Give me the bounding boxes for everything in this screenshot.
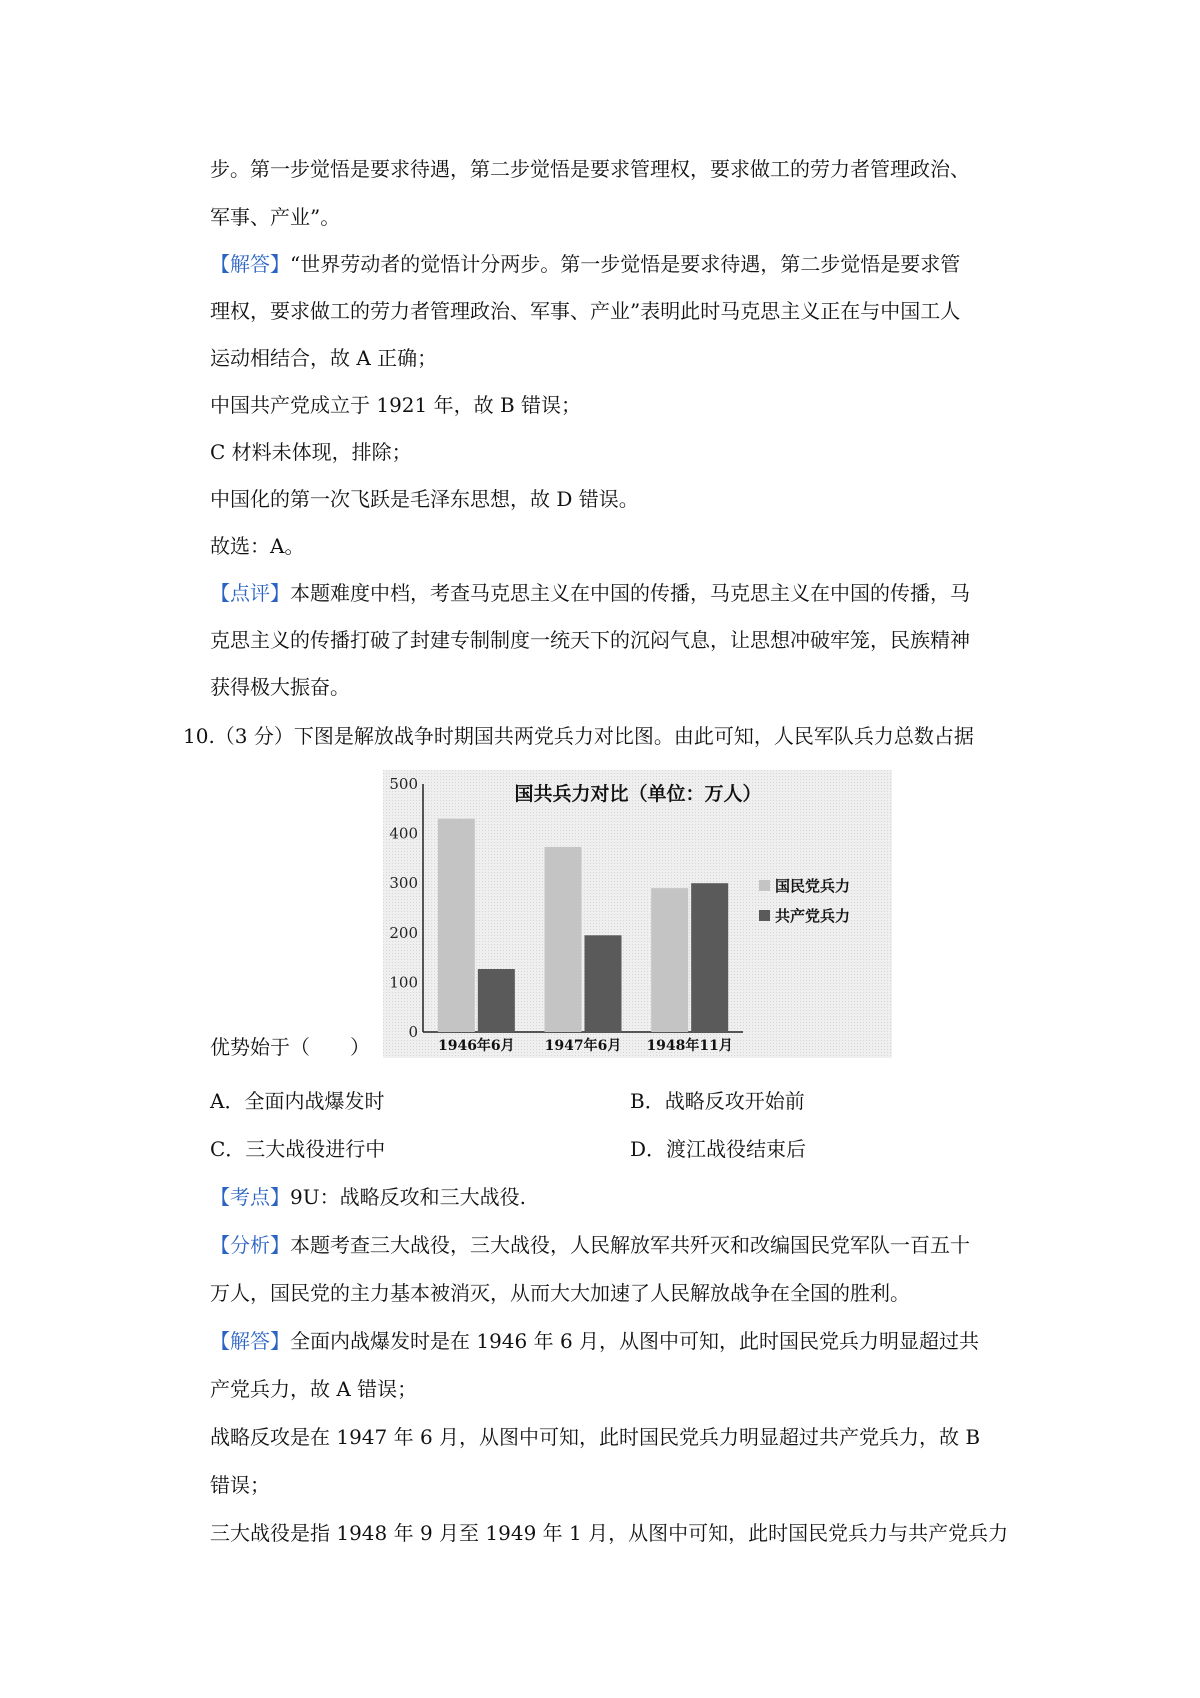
point-tag: 【考点】 bbox=[210, 1185, 290, 1209]
prev-answer-line-5: C 材料未体现，排除； bbox=[210, 440, 412, 464]
y-tick-label: 300 bbox=[389, 874, 418, 893]
y-tick-label: 200 bbox=[389, 923, 418, 942]
review-tag: 【点评】 bbox=[210, 581, 290, 605]
bar-cpc-1 bbox=[585, 935, 622, 1032]
x-tick-label: 1947年6月 bbox=[544, 1038, 622, 1054]
chart-title: 国共兵力对比（单位：万人） bbox=[514, 783, 762, 805]
q10-stem-line-1: 10.（3 分）下图是解放战争时期国共两党兵力对比图。由此可知，人民军队兵力总数占据 bbox=[183, 724, 974, 748]
y-tick-label: 500 bbox=[389, 775, 418, 793]
option-d[interactable]: D．渡江战役结束后 bbox=[630, 1137, 807, 1161]
point-text: 9U：战略反攻和三大战役. bbox=[290, 1185, 526, 1209]
q10-analysis-line-1 bbox=[210, 1231, 970, 1259]
answer-tag: 【解答】 bbox=[210, 252, 290, 276]
bar-chart bbox=[383, 770, 892, 1058]
legend-swatch-1 bbox=[759, 910, 770, 921]
q10-answer-line-1 bbox=[210, 1327, 979, 1355]
option-c[interactable]: C．三大战役进行中 bbox=[210, 1137, 386, 1161]
bar-cpc-2 bbox=[691, 883, 728, 1032]
prev-answer-line-3: 运动相结合，故 A 正确； bbox=[210, 346, 438, 370]
chart-x-ticks bbox=[438, 1037, 733, 1054]
bar-kmt-0 bbox=[438, 819, 475, 1032]
y-tick-label: 400 bbox=[389, 824, 418, 843]
answer-tag: 【解答】 bbox=[210, 1329, 290, 1353]
prev-stem-line-1: 步。第一步觉悟是要求待遇，第二步觉悟是要求管理权，要求做工的劳力者管理政治、 bbox=[210, 157, 970, 181]
q10-answer-line-5: 三大战役是指 1948 年 9 月至 1949 年 1 月，从图中可知，此时国民党兵力与共产党兵力 bbox=[210, 1521, 1009, 1545]
bar-cpc-0 bbox=[478, 969, 515, 1032]
analysis-tag: 【分析】 bbox=[210, 1233, 290, 1257]
prev-stem-line-2: 军事、产业”。 bbox=[210, 205, 341, 229]
review-text: 本题难度中档，考查马克思主义在中国的传播，马克思主义在中国的传播，马 bbox=[290, 581, 970, 605]
prev-answer-line-1 bbox=[210, 250, 960, 278]
prev-review-line-1 bbox=[210, 579, 970, 607]
prev-review-line-2: 克思主义的传播打破了封建专制制度一统天下的沉闷气息，让思想冲破牢笼，民族精神 bbox=[210, 628, 970, 652]
q10-analysis-line-2: 万人，国民党的主力基本被消灭，从而大大加速了人民解放战争在全国的胜利。 bbox=[210, 1281, 910, 1305]
x-tick-label: 1946年6月 bbox=[437, 1038, 515, 1054]
answer-text: “世界劳动者的觉悟计分两步。第一步觉悟是要求待遇，第二步觉悟是要求管 bbox=[290, 252, 961, 276]
option-b[interactable]: B．战略反攻开始前 bbox=[630, 1089, 805, 1113]
prev-answer-line-4: 中国共产党成立于 1921 年，故 B 错误； bbox=[210, 393, 582, 417]
q10-answer-line-3: 战略反攻是在 1947 年 6 月，从图中可知，此时国民党兵力明显超过共产党兵力，故 B bbox=[210, 1425, 981, 1449]
y-tick-label: 0 bbox=[408, 1023, 418, 1041]
option-a[interactable]: A．全面内战爆发时 bbox=[210, 1089, 385, 1113]
prev-answer-line-7: 故选：A。 bbox=[210, 534, 305, 558]
q10-point-line bbox=[210, 1183, 526, 1211]
prev-answer-line-2: 理权，要求做工的劳力者管理政治、军事、产业”表明此时马克思主义正在与中国工人 bbox=[210, 299, 961, 323]
bar-kmt-2 bbox=[651, 888, 688, 1032]
q10-stem-line-2: 优势始于（ ） bbox=[210, 1035, 370, 1059]
x-tick-label: 1948年11月 bbox=[646, 1038, 733, 1054]
analysis-text: 本题考查三大战役，三大战役，人民解放军共歼灭和改编国民党军队一百五十 bbox=[290, 1233, 970, 1257]
legend-label-1: 共产党兵力 bbox=[775, 907, 851, 925]
y-tick-label: 100 bbox=[389, 973, 418, 992]
legend-label-0: 国民党兵力 bbox=[775, 877, 851, 895]
q10-answer-line-4: 错误； bbox=[210, 1473, 270, 1497]
bar-kmt-1 bbox=[545, 847, 582, 1032]
prev-review-line-3: 获得极大振奋。 bbox=[210, 675, 350, 699]
q10-answer-line-2: 产党兵力，故 A 错误； bbox=[210, 1377, 418, 1401]
legend-swatch-0 bbox=[759, 880, 770, 891]
answer-text: 全面内战爆发时是在 1946 年 6 月，从图中可知，此时国民党兵力明显超过共 bbox=[290, 1329, 980, 1353]
prev-answer-line-6: 中国化的第一次飞跃是毛泽东思想，故 D 错误。 bbox=[210, 487, 639, 511]
